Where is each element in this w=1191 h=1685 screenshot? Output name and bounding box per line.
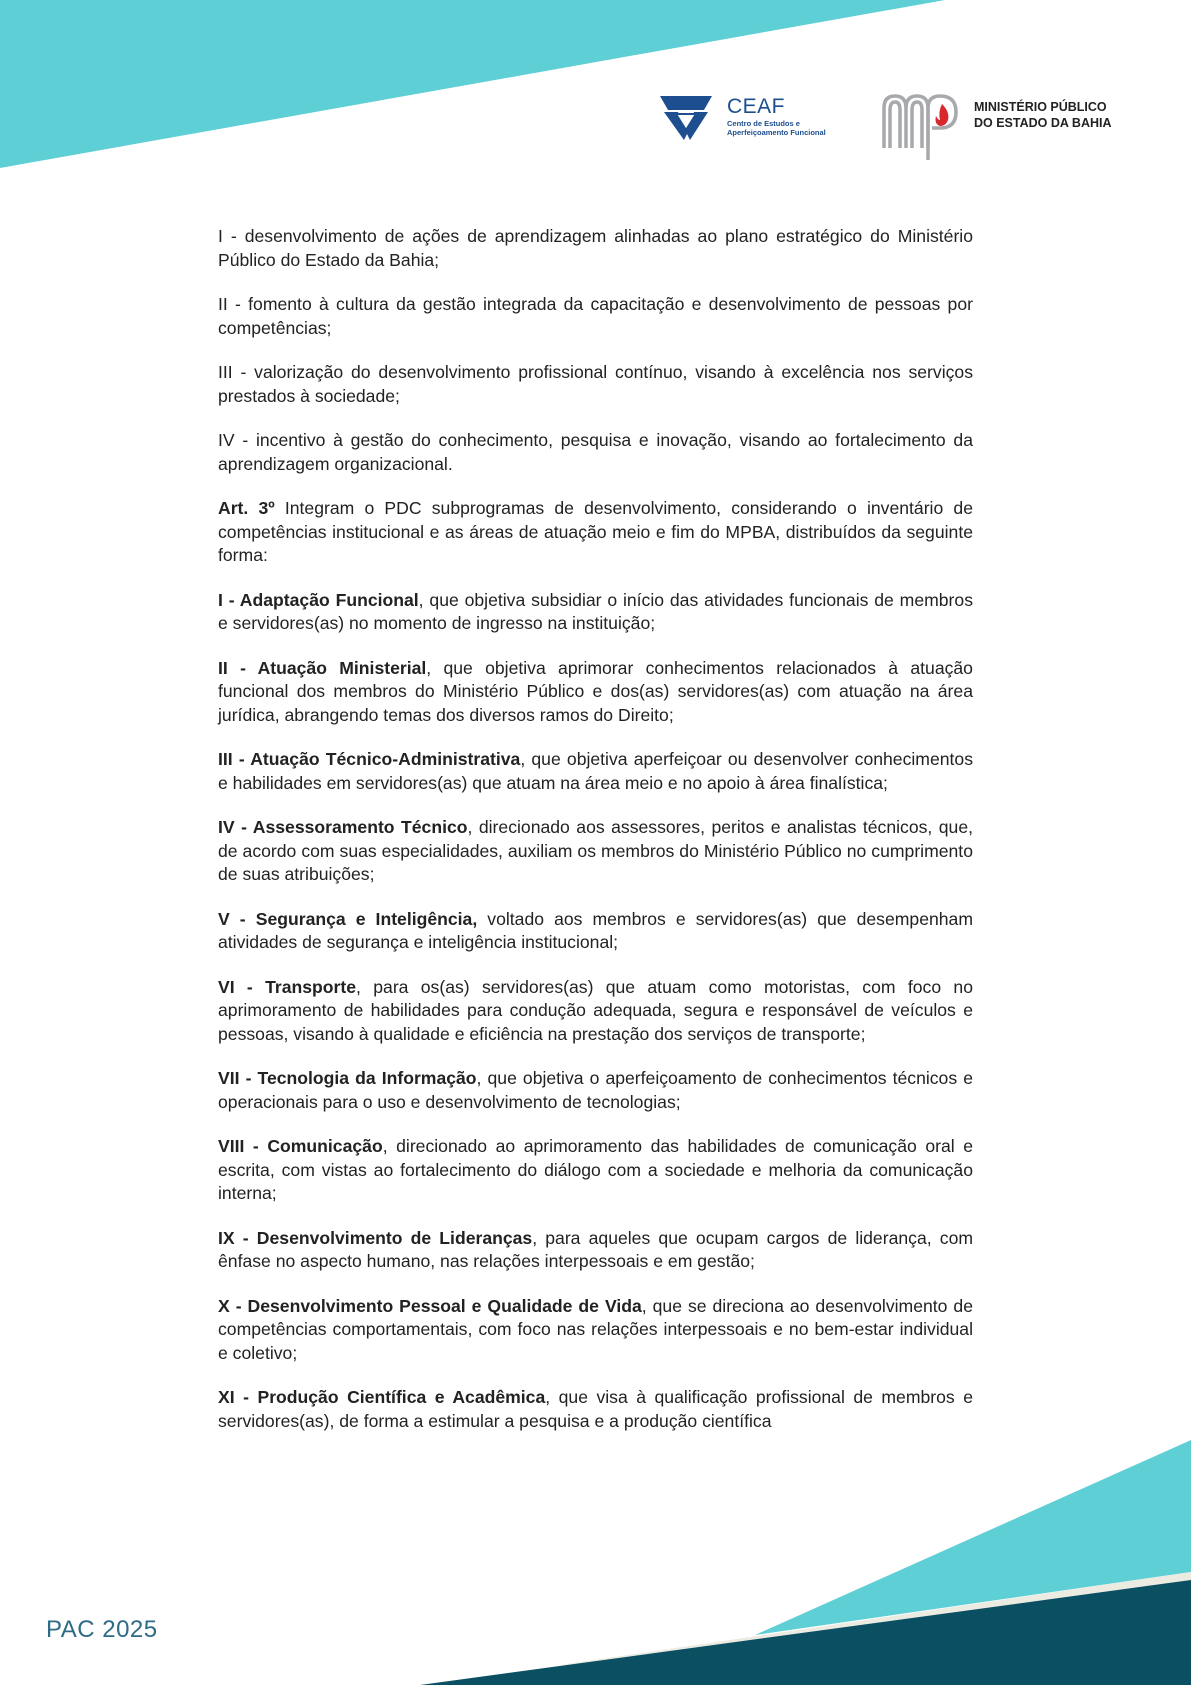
paragraph [218, 293, 973, 340]
bottom-dark-band [420, 1580, 1191, 1685]
paragraph-text: , que objetiva aperfeiçoar ou desenvolver conhecimentos e habilidades em servidores(as) que atuam na área meio e no apoio à área finalística; [218, 749, 973, 793]
paragraph [218, 1135, 973, 1206]
paragraph-text: II - fomento à cultura da gestão integrada da capacitação e desenvolvimento de pessoas por competências; [218, 294, 973, 338]
paragraph-term: Desenvolvimento Pessoal e Qualidade de Vida [247, 1295, 642, 1316]
paragraph-term: Atuação Técnico-Administrativa [250, 749, 521, 769]
mp-emblem-icon [880, 90, 964, 162]
paragraph-text: I - desenvolvimento de ações de aprendizagem alinhadas ao plano estratégico do Ministério Público do Estado da Bahia; [218, 226, 973, 270]
header [0, 0, 1191, 170]
paragraph-term: Atuação Ministerial [257, 657, 427, 678]
paragraph-text: IV - incentivo à gestão do conhecimento, pesquisa e inovação, visando ao fortalecimento da aprendizagem organizacional. [218, 430, 973, 474]
ceaf-logo [658, 90, 848, 142]
document-body [218, 225, 973, 1454]
paragraph-prefix: III - [218, 749, 251, 769]
paragraph [218, 589, 973, 636]
paragraph-text: , que visa à qualificação profissional de membros e servidores(as), de forma a estimular a pesquisa e a produção científica [218, 1387, 973, 1431]
paragraph-text: Integram o PDC subprogramas de desenvolvimento, considerando o inventário de competências institucional e as áreas de atuação meio e fim do MPBA, distribuídos da seguinte forma: [218, 498, 973, 565]
paragraph [218, 908, 973, 955]
paragraph [218, 1295, 973, 1366]
ceaf-emblem-icon [658, 90, 714, 142]
paragraph-prefix: IV - [218, 817, 253, 837]
paragraph-text: , direcionado aos assessores, peritos e analistas técnicos, que, de acordo com suas especialidades, auxiliam os membros do Ministério Público no cumprimento de suas atribuições; [218, 817, 974, 884]
paragraph-prefix: VI - [218, 976, 266, 997]
paragraph [218, 225, 973, 272]
ceaf-logo-subtitle: Centro de Estudos e Aperfeiçoamento Funcional [727, 119, 826, 137]
paragraph-term: Tecnologia da Informação [257, 1068, 477, 1088]
paragraph-text: , que objetiva o aperfeiçoamento de conhecimentos técnicos e operacionais para o uso e desenvolvimento de tecnologias; [218, 1068, 973, 1112]
paragraph [218, 1227, 973, 1274]
paragraph-text: , que se direciona ao desenvolvimento de competências comportamentais, com foco nas relações interpessoais e no bem-estar individual e coletivo; [218, 1295, 973, 1363]
paragraph-term: Desenvolvimento de Lideranças [256, 1227, 533, 1248]
paragraph [218, 657, 973, 728]
paragraph-term: Comunicação [267, 1136, 383, 1156]
paragraph [218, 976, 973, 1047]
paragraph [218, 1386, 973, 1433]
paragraph-text: , que objetiva aprimorar conhecimentos relacionados à atuação funcional dos membros do Ministério Público e dos(as) servidores(as) com atuação na área jurídica, abrangendo temas dos diversos ramos do Direito; [218, 657, 973, 725]
paragraph-term: Assessoramento Técnico [252, 817, 468, 837]
mp-logo-name [974, 99, 1112, 131]
paragraph-text: voltado aos membros e servidores(as) que desempenham atividades de segurança e inteligência institucional; [218, 908, 973, 952]
paragraph [218, 816, 973, 887]
article-paragraph [218, 497, 973, 568]
paragraph [218, 429, 973, 476]
mp-logo-line2: DO ESTADO DA BAHIA [974, 116, 1112, 130]
paragraph-text: , para aqueles que ocupam cargos de liderança, com ênfase no aspecto humano, nas relações interpessoais e em gestão; [218, 1227, 974, 1271]
paragraph-term: Transporte [265, 976, 357, 997]
paragraph-term: Segurança e Inteligência, [255, 908, 478, 929]
footer-label: PAC 2025 [46, 1616, 158, 1643]
paragraph-prefix: IX - [218, 1227, 257, 1248]
mp-logo [880, 90, 1130, 162]
paragraph-text: , direcionado ao aprimoramento das habilidades de comunicação oral e escrita, com vistas ao fortalecimento do diálogo com a sociedade e melhoria da comunicação interna; [218, 1136, 973, 1203]
ceaf-logo-name: CEAF [727, 95, 786, 118]
paragraph-term: Produção Científica e Acadêmica [257, 1387, 546, 1407]
paragraph-prefix: XI - [218, 1387, 258, 1407]
paragraph-text: , para os(as) servidores(as) que atuam como motoristas, com foco no aprimoramento de habilidades para condução adequada, segura e responsável de veículos e pessoas, visando à qualidade e eficiência na prestação dos serviços de transporte; [218, 976, 973, 1044]
paragraph-term: Adaptação Funcional [239, 589, 419, 610]
paragraph-prefix: I - [218, 589, 240, 610]
paragraph [218, 748, 973, 795]
paragraph-text: III - valorização do desenvolvimento profissional contínuo, visando à excelência nos serviços prestados à sociedade; [218, 362, 973, 406]
paragraph-prefix: V - [218, 908, 256, 929]
paragraph [218, 1067, 973, 1114]
paragraph-prefix: VIII - [218, 1136, 268, 1156]
mp-logo-line1: MINISTÉRIO PÚBLICO [974, 100, 1107, 114]
paragraph [218, 361, 973, 408]
paragraph-prefix: VII - [218, 1068, 258, 1088]
paragraph-text: , que objetiva subsidiar o início das atividades funcionais de membros e servidores(as) no momento de ingresso na instituição; [218, 589, 973, 633]
paragraph-prefix: II - [218, 657, 258, 678]
paragraph-prefix: X - [218, 1295, 248, 1316]
paragraph-prefix: Art. 3º [218, 498, 275, 518]
